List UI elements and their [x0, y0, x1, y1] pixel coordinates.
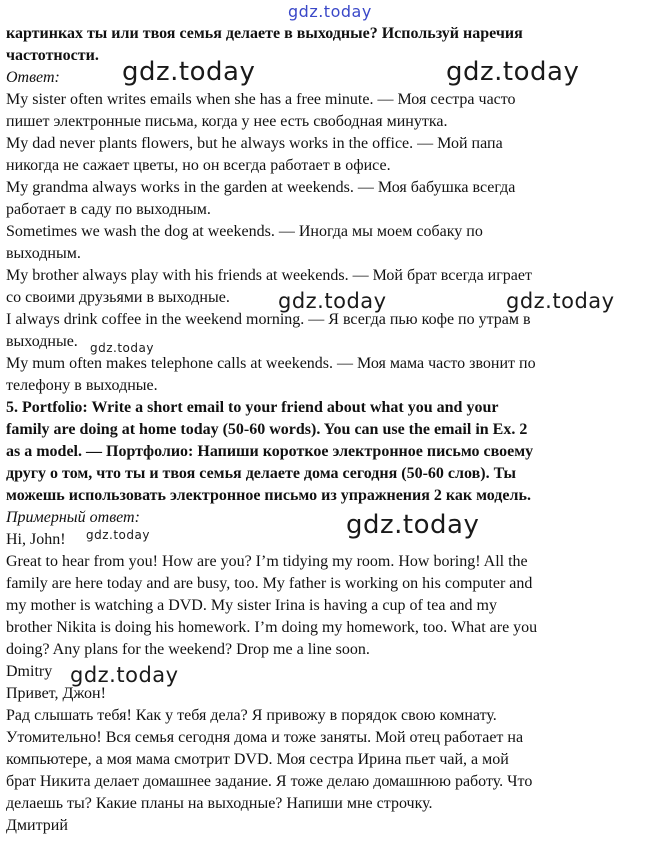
answer-line: выходные.	[6, 333, 78, 350]
answer-line: My grandma always works in the garden at weekends. — Моя бабушка всегда	[6, 179, 516, 196]
email-ru-line: брат Никита делает домашнее задание. Я тоже делаю домашнюю работу. Что	[6, 773, 533, 790]
answer-line: работает в саду по выходным.	[6, 201, 211, 218]
answer-line: пишет электронные письма, когда у нее есть свободная минутка.	[6, 113, 448, 130]
answer-line: со своими друзьями в выходные.	[6, 289, 230, 306]
answer-line: I always drink coffee in the weekend morning. — Я всегда пью кофе по утрам в	[6, 311, 531, 328]
email-en-line: brother Nikita is doing his homework. I’m doing my homework, too. What are you	[6, 619, 538, 636]
section4-heading-line: частотности.	[6, 47, 99, 64]
answer-line: My sister often writes emails when she has a free minute. — Моя сестра часто	[6, 91, 516, 108]
email-en-line: doing? Any plans for the weekend? Drop me a line soon.	[6, 641, 370, 658]
email-ru-line: Утомительно! Вся семья сегодня дома и тоже заняты. Мой отец работает на	[6, 729, 524, 746]
answer-line: My brother always play with his friends at weekends. — Мой брат всегда играет	[6, 267, 532, 284]
section4-heading-line: картинках ты или твоя семья делаете в выходные? Используй наречия	[6, 25, 523, 42]
email-en-line: Hi, John!	[6, 531, 66, 548]
answer-line: My dad never plants flowers, but he always works in the office. — Мой папа	[6, 135, 503, 152]
watermark: gdz.today	[278, 289, 387, 313]
email-en-line: my mother is watching a DVD. My sister Irina is having a cup of tea and my	[6, 597, 497, 614]
document-body	[6, 23, 651, 837]
answer-label: Ответ:	[6, 69, 60, 86]
email-en-line: Great to hear from you! How are you? I’m tidying my room. How boring! All the	[6, 553, 528, 570]
email-ru-line: компьютере, а моя мама смотрит DVD. Моя сестра Ирина пьет чай, а мой	[6, 751, 509, 768]
answer-line: My mum often makes telephone calls at weekends. — Моя мама часто звонит по	[6, 355, 536, 372]
email-ru-line: Привет, Джон!	[6, 685, 106, 702]
email-ru-line: Рад слышать тебя! Как у тебя дела? Я привожу в порядок свою комнату.	[6, 707, 497, 724]
section5-heading-line: можешь использовать электронное письмо из упражнения 2 как модель.	[6, 487, 531, 504]
watermark: gdz.today	[506, 289, 615, 313]
email-ru-signature: Дмитрий	[6, 817, 68, 834]
watermark-top: gdz.today	[288, 2, 372, 21]
watermark: gdz.today	[346, 510, 480, 540]
watermark: gdz.today	[90, 341, 154, 355]
section5-heading-line: 5. Portfolio: Write a short email to your friend about what you and your	[6, 399, 499, 416]
answer-line: никогда не сажает цветы, но он всегда работает в офисе.	[6, 157, 391, 174]
section5-heading-line: family are doing at home today (50-60 words). You can use the email in Ex. 2	[6, 421, 528, 438]
answer-line: Sometimes we wash the dog at weekends. — Иногда мы моем собаку по	[6, 223, 483, 240]
section5-heading-line: другу о том, что ты и твоя семья делаете дома сегодня (50-60 слов). Ты	[6, 465, 516, 482]
watermark: gdz.today	[122, 57, 256, 87]
section5-heading-line: as a model. — Портфолио: Напиши короткое электронное письмо своему	[6, 443, 534, 460]
answer-line: телефону в выходные.	[6, 377, 158, 394]
email-en-signature: Dmitry	[6, 663, 53, 680]
email-ru-line: делаешь ты? Какие планы на выходные? Напиши мне строчку.	[6, 795, 433, 812]
sample-answer-label: Примерный ответ:	[6, 509, 140, 526]
watermark: gdz.today	[86, 528, 150, 542]
watermark: gdz.today	[446, 57, 580, 87]
email-en-line: family are here today and are busy, too. My father is working on his computer and	[6, 575, 533, 592]
watermark: gdz.today	[70, 663, 179, 687]
answer-line: выходным.	[6, 245, 81, 262]
